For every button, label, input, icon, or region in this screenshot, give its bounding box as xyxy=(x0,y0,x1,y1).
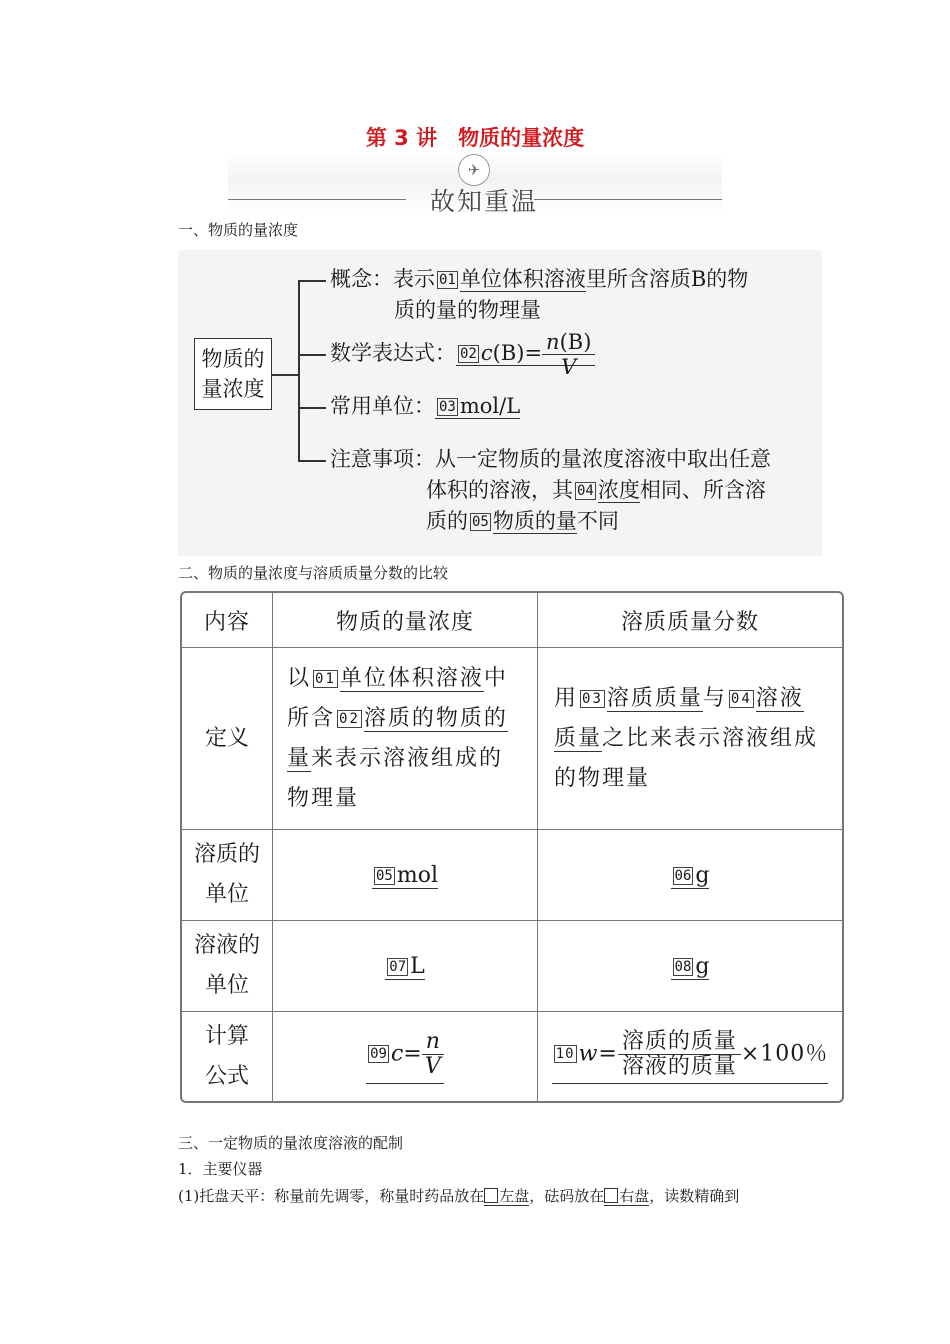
divider xyxy=(228,199,406,200)
comparison-table xyxy=(180,591,844,1103)
unit-item: 常用单位： 03 mol/L xyxy=(330,394,521,418)
table-row xyxy=(182,1012,842,1102)
banner-text: 故知重温 xyxy=(429,187,538,216)
concept-map xyxy=(178,250,822,556)
column-header: 溶质质量分数 xyxy=(538,593,843,648)
section-heading: 二、物质的量浓度与溶质质量分数的比较 xyxy=(178,564,449,582)
table-cell: 06 g xyxy=(538,830,843,921)
row-label: 计算 公式 xyxy=(182,1012,273,1102)
blank-number: 09 xyxy=(370,1046,387,1062)
table-cell: 用 03 溶质质量与 04 溶液质量之比来表示溶液组成的物理量 xyxy=(538,648,843,830)
row-label: 溶液的 单位 xyxy=(182,921,273,1012)
paragraph: (1)托盘天平：称量前先调零，称量时药品放在 左盘，砝码放在 右盘，读数精确到 xyxy=(178,1187,740,1205)
table-cell: 05 mol xyxy=(273,830,538,921)
table-row xyxy=(182,921,842,1012)
table-cell: 09 c= $\frac{n}{V}$ xyxy=(273,1012,538,1102)
paper-plane-icon: ✈ xyxy=(458,154,490,186)
blank-number: 08 xyxy=(674,958,692,975)
section-heading: 三、一定物质的量浓度溶液的配制 xyxy=(178,1134,404,1152)
section-heading: 一、物质的量浓度 xyxy=(178,221,299,239)
table-cell: 10 w= $\frac{\text{溶质的质量}}{\text{溶液的质量}}$ ×100％ xyxy=(538,1012,843,1102)
table-cell: 07 L xyxy=(273,921,538,1012)
blank-number: 01 xyxy=(315,670,336,687)
concept-root: 物质的 量浓度 xyxy=(194,338,272,410)
blank-box xyxy=(604,1188,618,1203)
concept-item: 概念：表示 01 单位体积溶液里所含溶质B的物 质的量的物理量 xyxy=(330,267,749,322)
subheading: 1．主要仪器 xyxy=(178,1160,263,1178)
divider xyxy=(534,199,722,200)
answer: 单位体积溶液 xyxy=(459,267,586,291)
table-cell: 以 01 单位体积溶液中所含 02 溶质的物质的量来表示溶液组成的物理量 xyxy=(273,648,538,830)
formula-item: 数学表达式： 02 c(B)= $\frac{n(B)}{V}$ xyxy=(330,330,810,379)
notes-item: 注意事项：从一定物质的量浓度溶液中取出任意 体积的溶液，其 04 浓度相同、所含溶 质的 05 物质的量不同 xyxy=(330,447,771,533)
section-banner xyxy=(228,152,722,216)
row-label: 定义 xyxy=(182,648,273,830)
blank-box xyxy=(484,1188,498,1203)
blank-number: 05 xyxy=(375,867,393,884)
blank-number: 05 xyxy=(472,514,489,530)
column-header: 内容 xyxy=(182,593,273,648)
table-row xyxy=(182,648,842,830)
blank-number: 10 xyxy=(555,1046,575,1062)
table-header-row xyxy=(182,593,842,648)
table-cell: 08 g xyxy=(538,921,843,1012)
row-label: 溶质的 单位 xyxy=(182,830,273,921)
column-header: 物质的量浓度 xyxy=(273,593,538,648)
table-row xyxy=(182,830,842,921)
blank-number: 06 xyxy=(674,867,692,884)
page-title: 第 3 讲 物质的量浓度 xyxy=(365,126,585,150)
blank-number: 04 xyxy=(577,483,594,499)
blank-number: 02 xyxy=(339,710,360,727)
blank-number: 07 xyxy=(389,958,407,975)
blank-number: 03 xyxy=(439,399,456,415)
blank-number: 04 xyxy=(730,690,752,707)
blank-number: 02 xyxy=(460,346,477,362)
blank-number: 03 xyxy=(582,690,603,707)
blank-number: 01 xyxy=(439,272,456,288)
